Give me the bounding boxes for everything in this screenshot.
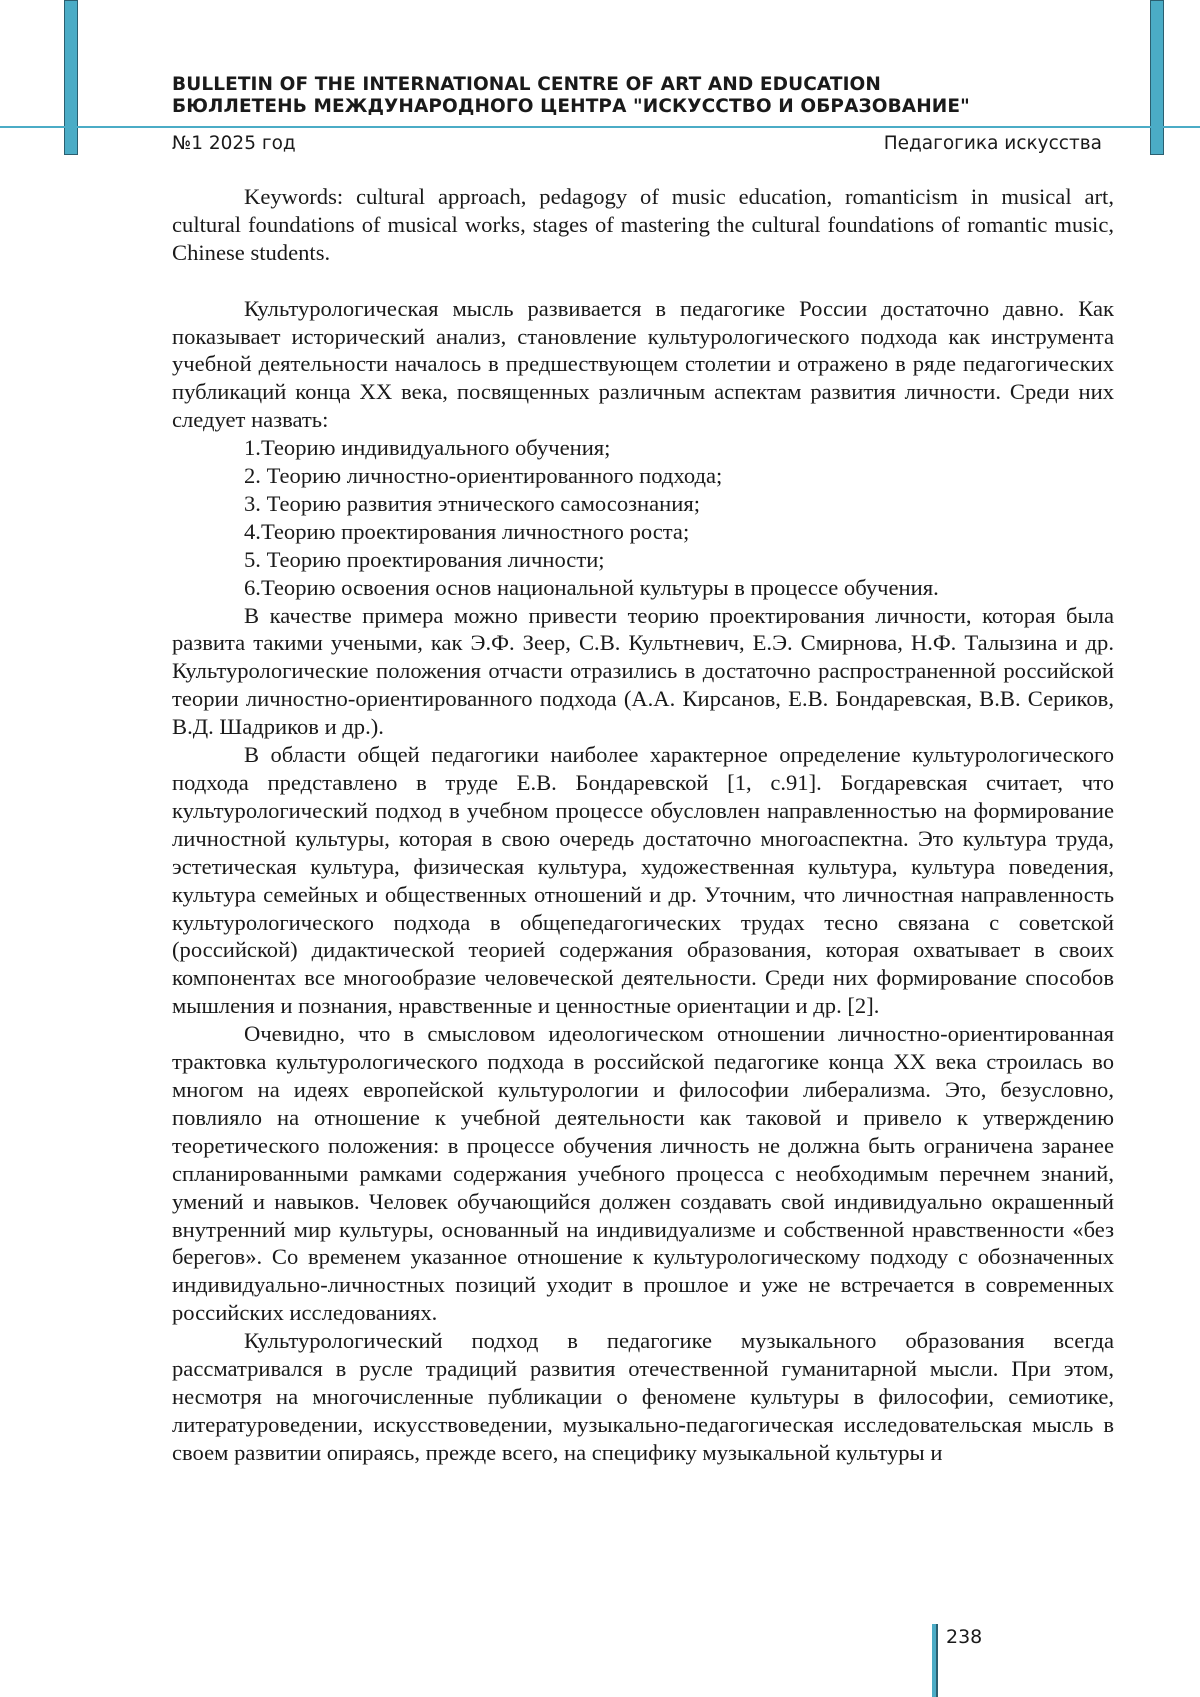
issue-label: №1 2025 год [172, 133, 296, 154]
theory-list [172, 434, 1114, 601]
section-label: Педагогика искусства [883, 133, 1102, 154]
list-item: 4.Теорию проектирования личностного роста; [244, 518, 690, 544]
list-item: 3. Теорию развития этнического самосознания; [244, 490, 701, 516]
paragraph: В области общей педагогики наиболее характерное определение культурологического подхода представлено в труде Е.В. Бондаревской [1, с.91]. Богдаревская считает, что культурологический подход в учебном процессе обусловлен направленностью на формирование личностной культуры, которая в свою очередь достаточно многоаспектна. Это культура труда, эстетическая культура, физическая культура, художественная культура, культура поведения, культура семейных и общественных отношений и др. Уточним, что личностная направленность культурологического подхода в общепедагогических трудах тесно связана с советской (российской) дидактической теорией содержания образования, которая охватывает в своих компонентах все многообразие человеческой деятельности. Среди них формирование способов мышления и познания, нравственные и ценностные ориентации и др. [2]. [172, 742, 1114, 1019]
header-rule [0, 126, 1200, 128]
paragraph: Очевидно, что в смысловом идеологическом отношении личностно-ориентированная трактовка культурологического подхода в российской педагогике конца XX века строилась во многом на идеях европейской культурологии и философии либерализма. Это, безусловно, повлияло на отношение к учебной деятельности как таковой и привело к утверждению теоретического положения: в процессе обучения личность не должна быть ограничена заранее спланированными рамками содержания учебного процесса с необходимым перечнем знаний, умений и навыков. Человек обучающийся должен создавать свой индивидуально окрашенный внутренний мир культуры, основанный на индивидуализме и собственной нравственности «без берегов». Со временем указанное отношение к культурологическому подходу с обозначенных индивидуально-личностных позиций уходит в прошлое и уже не встречается в современных российских исследованиях. [172, 1021, 1114, 1326]
keywords-paragraph: Keywords: cultural approach, pedagogy of music education, romanticism in musical art, cultural foundations of musical works, stages of mastering the cultural foundations of romantic music, Chinese students. [172, 184, 1114, 265]
list-item: 1.Теорию индивидуального обучения; [244, 435, 611, 461]
page-number: 238 [946, 1626, 983, 1648]
journal-title-ru: БЮЛЛЕТЕНЬ МЕЖДУНАРОДНОГО ЦЕНТРА "ИСКУССТВО И ОБРАЗОВАНИЕ" [172, 96, 970, 117]
paragraph: В качестве примера можно привести теорию проектирования личности, которая была развита такими учеными, как Э.Ф. Зеер, С.В. Культневич, Е.Э. Смирнова, Н.Ф. Талызина и др. Культурологические положения отчасти отразились в достаточно распространенной российской теории личностно-ориентированного подхода (А.А. Кирсанов, Е.В. Бондаревская, В.В. Сериков, В.Д. Шадриков и др.). [172, 602, 1114, 740]
list-item: 2. Теорию личностно-ориентированного подхода; [244, 463, 723, 489]
journal-header [172, 74, 1102, 118]
page-number-accent-line [932, 1624, 938, 1697]
list-item: 6.Теорию освоения основ национальной культуры в процессе обучения. [244, 574, 939, 600]
article-body [172, 183, 1114, 1467]
header-left-accent-bar [64, 0, 78, 155]
journal-title-en: BULLETIN OF THE INTERNATIONAL CENTRE OF ART AND EDUCATION [172, 74, 881, 95]
paragraph: Культурологическая мысль развивается в педагогике России достаточно давно. Как показывает исторический анализ, становление культурологического подхода как инструмента учебной деятельности началось в предшествующем столетии и отражено в ряде педагогических публикаций конца XX века, посвященных различным аспектам развития личности. Среди них следует назвать: [172, 295, 1114, 433]
header-right-accent-bar [1150, 0, 1164, 155]
paragraph: Культурологический подход в педагогике музыкального образования всегда рассматривался в русле традиций развития отечественной гуманитарной мысли. При этом, несмотря на многочисленные публикации о феномене культуры в философии, семиотике, литературоведении, искусствоведении, музыкально-педагогическая исследовательская мысль в своем развитии опираясь, прежде всего, на специфику музыкальной культуры и [172, 1328, 1114, 1465]
list-item: 5. Теорию проектирования личности; [244, 546, 605, 572]
